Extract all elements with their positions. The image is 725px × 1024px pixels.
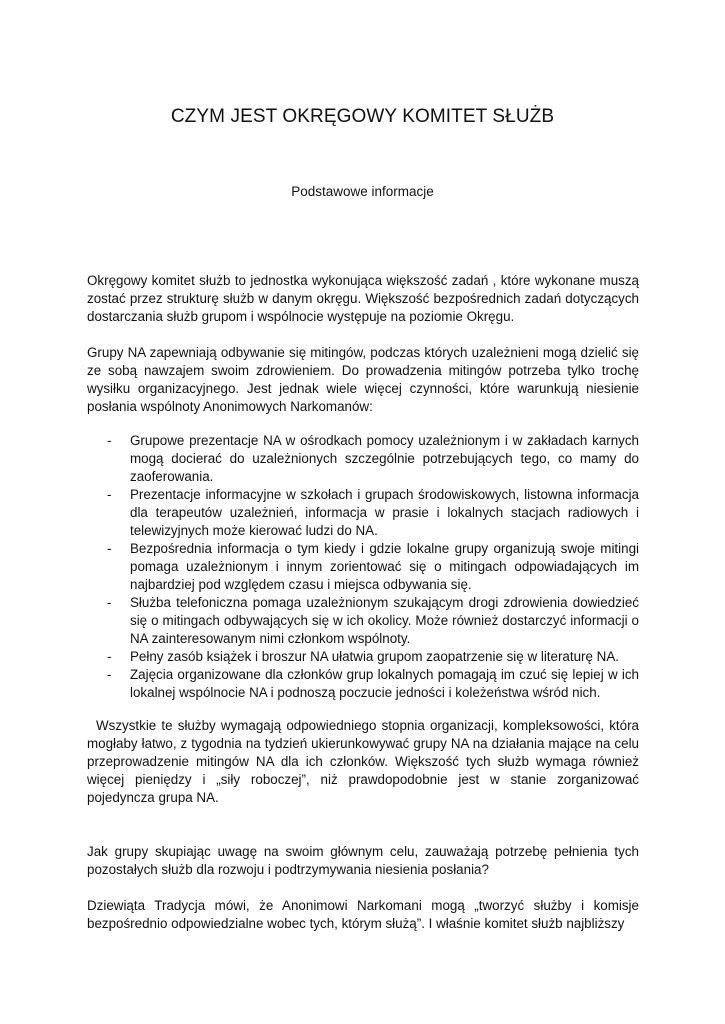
paragraph-intro: Okręgowy komitet służb to jednostka wykonująca większość zadań , które wykonane muszą zostać przez strukturę służb w danym okręgu. Większość bezpośrednich zadań dotyczących dostarczania służb grupom i wspólnocie występuje na poziomie Okręgu. (87, 273, 639, 324)
list-item: - Służba telefoniczna pomaga uzależnionym szukającym drogi zdrowienia dowiedzieć się o mitingach odbywających się w ich okolicy. Może również dostarczyć informacji o NA zainteresowanym nimi członkom wspólnoty. (87, 594, 639, 648)
list-item: - Grupowe prezentacje NA w ośrodkach pomocy uzależnionym i w zakładach karnych mogą docierać do uzależnionych szczególnie potrzebujących tego, co mamy do zaoferowania. (87, 432, 639, 486)
services-list (87, 432, 639, 702)
list-item: - Pełny zasób książek i broszur NA ułatwia grupom zaopatrzenie się w literaturę NA. (87, 648, 639, 666)
page-title: CZYM JEST OKRĘGOWY KOMITET SŁUŻB (170, 106, 555, 127)
paragraph-groups: Grupy NA zapewniają odbywanie się mitingów, podczas których uzależnieni mogą dzielić się ze sobą nawzajem swoim zdrowieniem. Do prowadzenia mitingów potrzeba tylko trochę wysiłku organizacyjnego. Jest jednak wiele więcej czynności, które warunkują niesienie posłania wspólnoty Anonimowych Narkomanów: (87, 345, 639, 414)
list-item: - Bezpośrednia informacja o tym kiedy i gdzie lokalne grupy organizują swoje mitingi pomaga uzależnionym i innym zorientować się o mitingach odpowiadających im najbardziej pod względem czasu i miejsca odbywania się. (87, 540, 639, 594)
paragraph-ninth-tradition: Dziewiąta Tradycja mówi, że Anonimowi Narkomani mogą „tworzyć służby i komisje bezpośrednio odpowiedzialne wobec tych, którym służą”. I właśnie komitet służb najbliższy (87, 898, 639, 931)
list-item: - Prezentacje informacyjne w szkołach i grupach środowiskowych, listowna informacja dla terapeutów uzależnień, informacja w prasie i lokalnych stacjach radiowych i telewizyjnych może kierować ludzi do NA. (87, 486, 639, 540)
list-item: - Zajęcia organizowane dla członków grup lokalnych pomagają im czuć się lepiej w ich lokalnej wspólnocie NA i podnoszą poczucie jedności i koleżeństwa wśród nich. (87, 666, 639, 702)
paragraph-services-summary: Wszystkie te służby wymagają odpowiedniego stopnia organizacji, kompleksowości, która mogłaby łatwo, z tygodnia na tydzień ukierunkowywać grupy NA na działania mające na celu przeprowadzenie mitingów NA dla ich członków. Większość tych służb wymaga również więcej pieniędzy i „siły roboczej”, niż prawdopodobnie jest w stanie zorganizować pojedyncza grupa NA. (87, 718, 639, 805)
paragraph-question: Jak grupy skupiając uwagę na swoim głównym celu, zauważają potrzebę pełnienia tych pozostałych służb dla rozwoju i podtrzymywania niesienia posłania? (87, 844, 639, 877)
page-subtitle: Podstawowe informacje (291, 184, 434, 199)
